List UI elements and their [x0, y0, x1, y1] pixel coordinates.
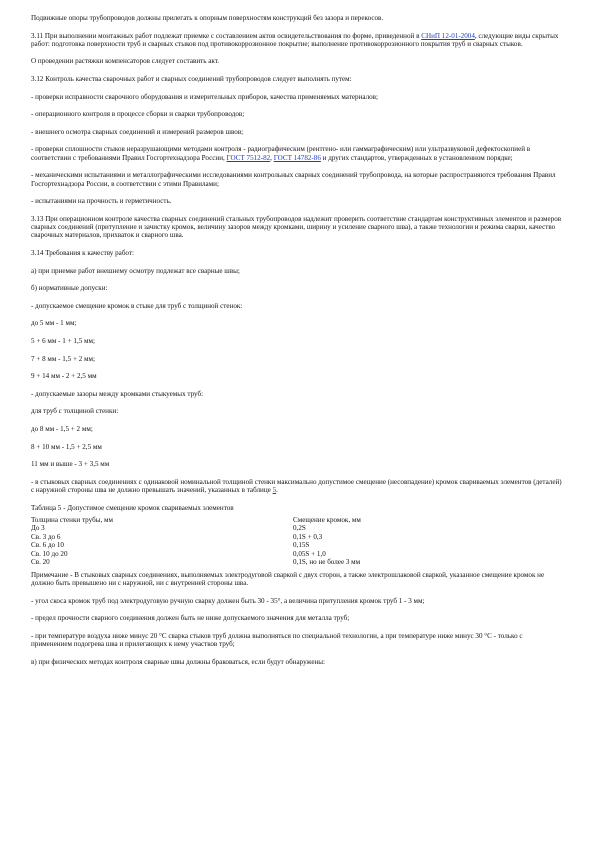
list-item-low-temperature: - при температуре воздуха ниже минус 20 °C сварка стыков труб должна выполняться по специальной технологии, а при температуре ниже минус 30 °C - только с применением подогрева шва и прилегающих к нему участков труб; — [31, 632, 523, 649]
text-run: . — [276, 486, 278, 495]
table-header-cell: Смещение кромок, мм — [293, 515, 361, 524]
text-run: 3.11 При выполнении монтажных работ подлежат приемке с составлением актов освидетельствования по форме, приведенной в — [31, 31, 422, 40]
offset-table — [31, 516, 563, 567]
paragraph-3-13: 3.13 При операционном контроле качества сварных соединений стальных трубопроводов надлежит проверить соответствие стандартам конструктивных элементов и размеров сварных соединений (притупление и зачистку кромок, величину зазоров между кромками, ширину и усиление сварного шва), а также технологии и режима сварки, качество сварочных материалов, прихваток и сварного шва. — [31, 214, 562, 240]
tolerance-line: до 5 мм - 1 мм; — [31, 319, 77, 328]
table-cell: Св. 10 до 20 — [31, 549, 68, 558]
list-item-visual-inspection: - внешнего осмотра сварных соединений и измерений размеров швов; — [31, 127, 244, 136]
table-cell: До 3 — [31, 524, 45, 533]
gap-line: 8 + 10 мм - 1,5 + 2,5 мм — [31, 442, 102, 451]
table-cell: 0,05S + 1,0 — [293, 549, 326, 558]
list-item-equipment-check: - проверки исправности сварочного оборудования и измерительных приборов, качества применяемых материалов; — [31, 92, 378, 101]
item-b: б) нормативные допуски: — [31, 284, 108, 293]
table-cell: 0,2S — [293, 524, 306, 533]
table-cell: Св. 3 до 6 — [31, 532, 61, 541]
paragraph-3-11 — [31, 32, 563, 49]
document-page — [31, 14, 563, 675]
list-item-ndt — [31, 145, 563, 162]
link-gost-14782-86[interactable]: ГОСТ 14782-86 — [273, 153, 321, 162]
table-cell: 0,1S + 0,3 — [293, 532, 323, 541]
table-row — [31, 533, 563, 542]
paragraph-3-14: 3.14 Требования к качеству работ: — [31, 249, 134, 258]
table-row — [31, 558, 563, 567]
text-run: - проверки сплошности стыков неразрушающими методами контроля - радиографическим (рентгено- или гаммаграфическим) или ультразвуковой дефектоскопией в соответствии с требованиями Правил Госгортехнадзора России, — [31, 145, 531, 162]
list-item-mechanical-tests: - механическими испытаниями и металлографическими исследованиями контрольных сварных соединений трубопровода, на которые распространяются требования Правил Госгортехнадзора России, в соответствии с этими Правилами; — [31, 171, 556, 188]
tolerance-line: 5 + 6 мм - 1 + 1,5 мм; — [31, 336, 95, 345]
table-cell: Св. 6 до 10 — [31, 541, 64, 550]
gap-subheading: для труб с толщиной стенки: — [31, 407, 119, 416]
text-run: , следующие виды скрытых работ: подготовка поверхности труб и сварных стыков под противокоррозионное покрытие; выполнение противокоррозионного покрытия труб и сварных стыков. — [31, 31, 559, 48]
table-note: Примечание - В стыковых сварных соединениях, выполняемых электродуговой сваркой с двух сторон, а также электрошлаковой сваркой, указанное смещение кромок не должно быть превышено ни с наружной, ни с внутренней стороны шва. — [31, 570, 545, 588]
list-item-bevel-angle: - угол скоса кромок труб под электродуговую ручную сварку должен быть 30 - 35°, а величина притупления кромок труб 1 - 3 мм; — [31, 596, 425, 605]
gap-line: 11 мм и выше - 3 + 3,5 мм — [31, 460, 110, 469]
gap-line: до 8 мм - 1,5 + 2 мм; — [31, 424, 93, 433]
list-item-edge-offset: - допускаемое смещение кромок в стыке для труб с толщиной стенок: — [31, 301, 243, 310]
table-title: Таблица 5 - Допустимое смещение кромок свариваемых элементов — [31, 503, 234, 512]
table-row — [31, 541, 563, 550]
table-row — [31, 524, 563, 533]
text-run: - в стыковых сварных соединениях с одинаковой номинальной толщиной стенки максимально допустимое смещение (несовпадение) кромок свариваемых элементов (деталей) с наружной стороны шва не должно превышать значений, указанных в таблице — [31, 477, 562, 495]
table-cell: 0,1S, но не более 3 мм — [293, 558, 361, 567]
text-run: и других стандартов, утвержденных в установленном порядке; — [320, 153, 513, 162]
list-item-operational-control: - операционного контроля в процессе сборки и сварки трубопроводов; — [31, 110, 245, 119]
list-item-gaps: - допускаемые зазоры между кромками стыкуемых труб: — [31, 389, 204, 398]
link-snip-12-01-2004[interactable]: СНиП 12-01-2004 — [421, 31, 475, 40]
table-row — [31, 550, 563, 559]
item-v: в) при физических методах контроля сварные швы должны браковаться, если будут обнаружены: — [31, 657, 326, 666]
table-5 — [31, 516, 563, 588]
tolerance-line: 7 + 8 мм - 1,5 + 2 мм; — [31, 354, 95, 363]
item-a: а) при приемке работ внешнему осмотру подлежат все сварные швы; — [31, 266, 240, 275]
list-item-strength-limit: - предел прочности сварного соединения должен быть не ниже допускаемого значения для металла труб; — [31, 614, 350, 623]
paragraph-compensators: О проведении растяжки компенсаторов следует составить акт. — [31, 57, 220, 66]
paragraph-3-12: 3.12 Контроль качества сварочных работ и сварных соединений трубопроводов следует выполнять путем: — [31, 75, 352, 84]
list-item-butt-joints — [31, 478, 563, 495]
tolerance-line: 9 + 14 мм - 2 + 2,5 мм — [31, 372, 97, 381]
paragraph-supports: Подвижные опоры трубопроводов должны прилегать к опорным поверхностям конструкций без зазора и перекосов. — [31, 14, 384, 22]
link-gost-7512-82[interactable]: ГОСТ 7512-82 — [226, 153, 271, 162]
table-header-cell: Толщина стенки трубы, мм — [31, 515, 113, 524]
table-cell: Св. 20 — [31, 558, 50, 567]
text-run: , — [270, 153, 274, 162]
table-cell: 0,15S — [293, 541, 310, 550]
table-header-row — [31, 516, 563, 525]
list-item-strength-tests: - испытаниями на прочность и герметичность. — [31, 197, 172, 206]
link-table-5[interactable]: 5 — [272, 486, 277, 495]
